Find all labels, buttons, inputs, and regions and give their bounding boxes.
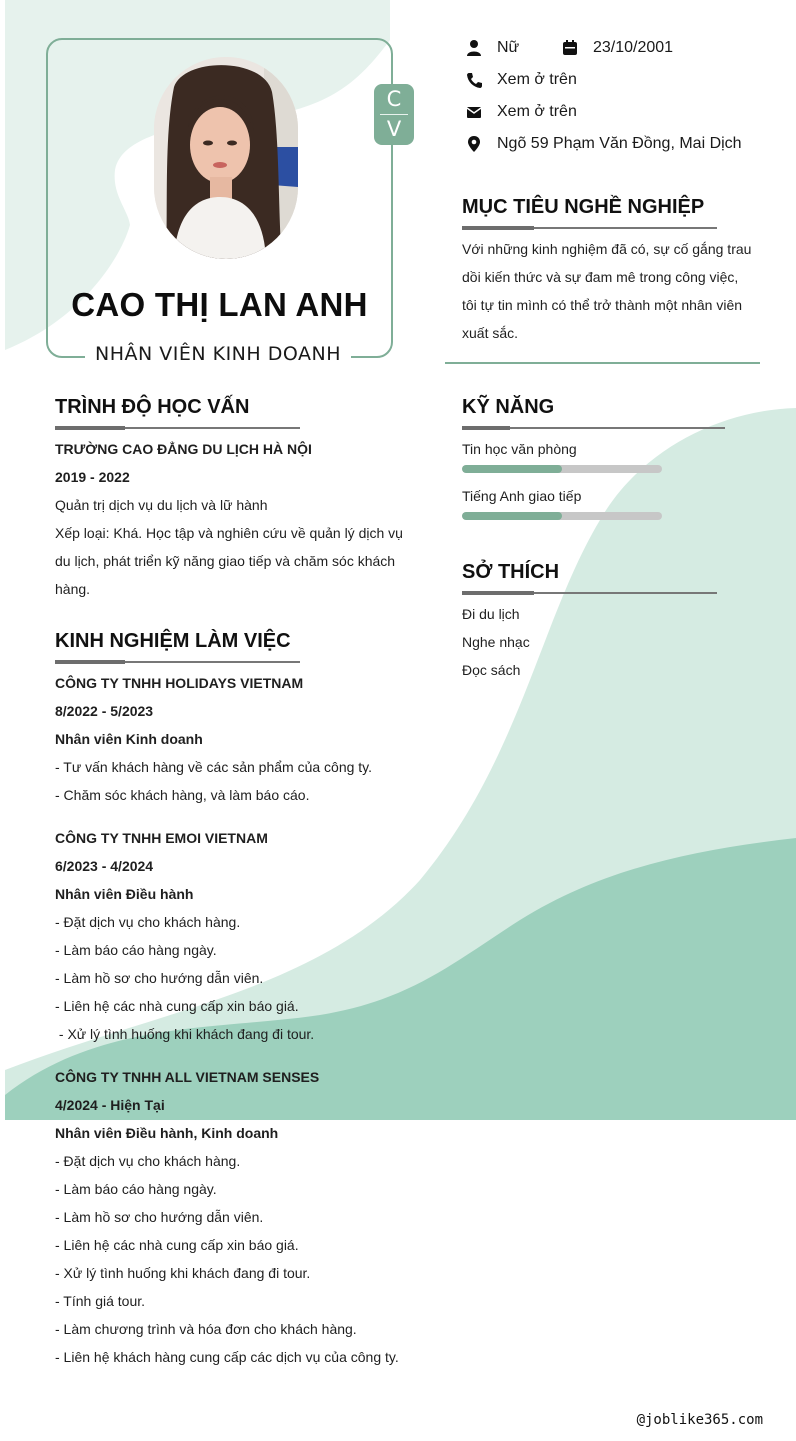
mail-icon bbox=[466, 103, 482, 121]
skill-bar-fill bbox=[462, 465, 562, 473]
job-duty: - Tư vấn khách hàng về các sản phẩm của công ty. bbox=[55, 759, 373, 775]
job-duty: - Liên hệ khách hàng cung cấp các dịch vụ của công ty. bbox=[55, 1349, 399, 1365]
job-company: CÔNG TY TNHH EMOI VIETNAM bbox=[55, 830, 268, 846]
skill-bar-fill bbox=[462, 512, 562, 520]
cv-badge-v: V bbox=[386, 117, 402, 141]
objective-title: MỤC TIÊU NGHỀ NGHIỆP bbox=[462, 196, 705, 218]
skills-title: KỸ NĂNG bbox=[462, 396, 555, 418]
job-duty: - Làm hồ sơ cho hướng dẫn viên. bbox=[55, 970, 264, 986]
objective-line: tôi tự tin mình có thể trở thành một nhân viên bbox=[462, 297, 743, 313]
job-duty: - Xử lý tình huống khi khách đang đi tour. bbox=[55, 1026, 315, 1042]
phone-icon bbox=[466, 71, 482, 89]
job-2 bbox=[55, 824, 435, 1048]
avatar bbox=[154, 57, 298, 259]
job-duty: - Tính giá tour. bbox=[55, 1293, 146, 1309]
objective-line: dồi kiến thức và sự đam mê trong công việc, bbox=[462, 269, 739, 285]
job-3 bbox=[55, 1063, 435, 1371]
job-duty: - Làm chương trình và hóa đơn cho khách hàng. bbox=[55, 1321, 357, 1337]
calendar-icon bbox=[562, 39, 578, 57]
hobbies-list bbox=[462, 600, 662, 684]
job-position: Nhân viên Điều hành, Kinh doanh bbox=[55, 1125, 279, 1141]
job-company: CÔNG TY TNHH HOLIDAYS VIETNAM bbox=[55, 675, 304, 691]
birthday-value: 23/10/2001 bbox=[593, 39, 674, 56]
objective-line: Với những kinh nghiệm đã có, sự cố gắng trau bbox=[462, 241, 752, 257]
gender-value: Nữ bbox=[497, 39, 520, 56]
location-pin-icon bbox=[466, 135, 482, 153]
cv-badge-c: C bbox=[386, 87, 402, 111]
objective-rule-accent bbox=[462, 226, 534, 230]
objective-line: xuất sắc. bbox=[462, 325, 519, 341]
cv-badge-divider bbox=[380, 114, 408, 115]
education-detail: hàng. bbox=[55, 581, 91, 597]
hobbies-title: SỞ THÍCH bbox=[462, 561, 560, 583]
skill-name: Tin học văn phòng bbox=[462, 441, 577, 457]
education-title: TRÌNH ĐỘ HỌC VẤN bbox=[55, 396, 250, 418]
experience-title: KINH NGHIỆM LÀM VIỆC bbox=[55, 630, 291, 652]
hobby-item: Đọc sách bbox=[462, 662, 521, 678]
education-school: TRƯỜNG CAO ĐẲNG DU LỊCH HÀ NỘI bbox=[55, 441, 312, 457]
job-1 bbox=[55, 669, 435, 809]
job-duty: - Chăm sóc khách hàng, và làm báo cáo. bbox=[55, 787, 310, 803]
job-duty: - Xử lý tình huống khi khách đang đi tour. bbox=[55, 1265, 311, 1281]
job-period: 8/2022 - 5/2023 bbox=[55, 703, 154, 719]
education-major: Quản trị dịch vụ du lịch và lữ hành bbox=[55, 497, 268, 513]
job-duty: - Liên hệ các nhà cung cấp xin báo giá. bbox=[55, 1237, 299, 1253]
email-value: Xem ở trên bbox=[497, 103, 577, 120]
phone-value: Xem ở trên bbox=[497, 71, 577, 88]
address-value: Ngõ 59 Phạm Văn Đồng, Mai Dịch bbox=[497, 135, 742, 152]
objective-text bbox=[462, 235, 762, 347]
person-icon bbox=[466, 39, 482, 57]
job-duty: - Làm hồ sơ cho hướng dẫn viên. bbox=[55, 1209, 264, 1225]
job-duty: - Làm báo cáo hàng ngày. bbox=[55, 1181, 217, 1197]
job-duty: - Đặt dịch vụ cho khách hàng. bbox=[55, 1153, 241, 1169]
education-block bbox=[55, 435, 415, 603]
job-duty: - Liên hệ các nhà cung cấp xin báo giá. bbox=[55, 998, 299, 1014]
job-company: CÔNG TY TNHH ALL VIETNAM SENSES bbox=[55, 1069, 320, 1085]
job-position: Nhân viên Kinh doanh bbox=[55, 731, 203, 747]
experience-rule-accent bbox=[55, 660, 125, 664]
footer-watermark: @joblike365.com bbox=[636, 1412, 763, 1428]
job-period: 6/2023 - 4/2024 bbox=[55, 858, 154, 874]
job-duty: - Đặt dịch vụ cho khách hàng. bbox=[55, 914, 241, 930]
hobby-item: Đi du lịch bbox=[462, 606, 520, 622]
job-title: NHÂN VIÊN KINH DOANH bbox=[85, 342, 351, 366]
job-period: 4/2024 - Hiện Tại bbox=[55, 1097, 165, 1113]
job-position: Nhân viên Điều hành bbox=[55, 886, 194, 902]
skill-name: Tiếng Anh giao tiếp bbox=[462, 488, 582, 504]
skills-rule-accent bbox=[462, 426, 510, 430]
education-rule-accent bbox=[55, 426, 125, 430]
skill-bar bbox=[462, 512, 662, 520]
section-divider bbox=[445, 362, 760, 364]
hobby-item: Nghe nhạc bbox=[462, 634, 530, 650]
education-period: 2019 - 2022 bbox=[55, 469, 130, 485]
hobbies-rule-accent bbox=[462, 591, 534, 595]
education-detail: Xếp loại: Khá. Học tập và nghiên cứu về quản lý dịch vụ bbox=[55, 525, 403, 541]
job-duty: - Làm báo cáo hàng ngày. bbox=[55, 942, 217, 958]
full-name: CAO THỊ LAN ANH bbox=[71, 286, 368, 323]
cv-badge bbox=[374, 84, 414, 145]
skill-bar bbox=[462, 465, 662, 473]
education-detail: du lịch, phát triển kỹ năng giao tiếp và chăm sóc khách bbox=[55, 553, 396, 569]
